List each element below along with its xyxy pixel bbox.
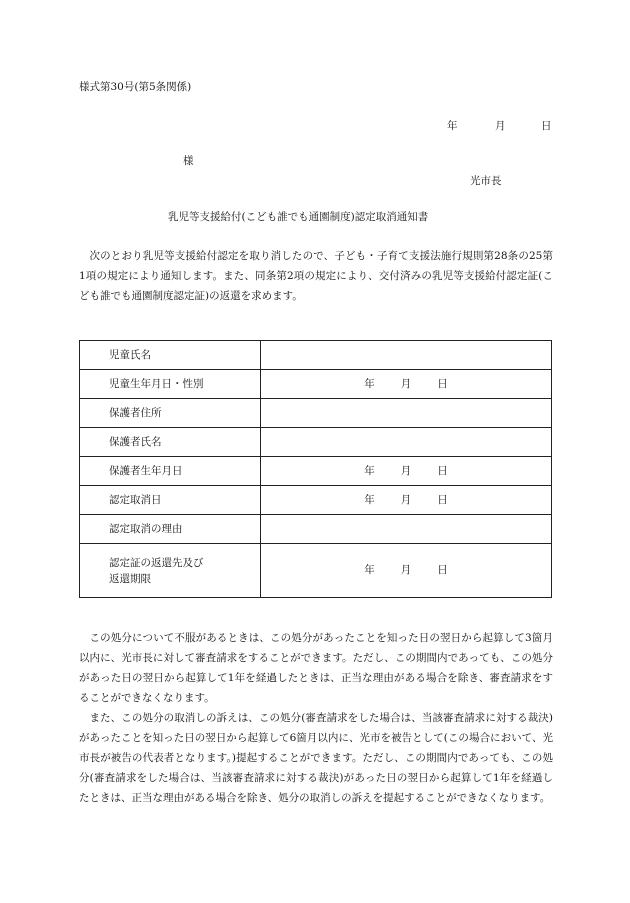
row-value-child-name (261, 341, 552, 370)
label-line: 返還期限 (109, 572, 151, 585)
year-label: 年 (364, 377, 375, 390)
table-row (80, 399, 552, 428)
appeal-notice-paragraph: この処分について不服があるときは、この処分があったことを知った日の翌日から起算して3箇月以内に、光市長に対して審査請求をすることができます。ただし、この期間内であっても、この処分があった日の翌日から起算して1年を経過したときは、正当な理由がある場合を除き、審査請求をすることができなくなります。 (79, 632, 553, 704)
year-label: 年 (364, 564, 375, 577)
row-label-return-destination (80, 544, 261, 598)
month-label: 月 (400, 493, 412, 506)
table-row (80, 457, 552, 486)
year-label: 年 (364, 464, 375, 477)
lawsuit-notice-paragraph: また、この処分の取消しの訴えは、この処分(審査請求をした場合は、当該審査請求に対する裁決)があったことを知った日の翌日から起算して6箇月以内に、光市を被告として(この場合において、光市長が被告の代表者となります。)提起することができます。ただし、この期間内であっても、この処分(審査請求をした場合は、当該審査請求に対する裁決)があった日の翌日から起算して1年を経過したときは、正当な理由がある場合を除き、処分の取消しの訴えを提起することができなくなります。 (79, 712, 553, 804)
month-label: 月 (400, 377, 412, 390)
day-label: 日 (437, 564, 448, 577)
day-label: 日 (437, 493, 448, 506)
table-row (80, 515, 552, 544)
table-row (80, 544, 552, 598)
table-row (80, 428, 552, 457)
row-value-cancellation-date (261, 486, 552, 515)
form-number: 様式第30号(第5条関係) (79, 81, 192, 93)
row-value-child-birthdate (261, 370, 552, 399)
row-label-guardian-birthdate: 保護者生年月日 (80, 457, 261, 486)
row-value-guardian-name (261, 428, 552, 457)
intro-paragraph: 次のとおり乳児等支援給付認定を取り消したので、子ども・子育て支援法施行規則第28条の25第1項の規定により通知します。また、同条第2項の規定により、交付済みの乳児等支援給付認定証(こども誰でも通園制度認定証)の返還を求めます。 (79, 250, 553, 302)
table-row (80, 486, 552, 515)
row-label-child-birthdate-sex: 児童生年月日・性別 (80, 370, 261, 399)
day-label: 日 (437, 377, 448, 390)
year-label: 年 (364, 493, 375, 506)
month-label: 月 (400, 464, 412, 477)
row-label-child-name: 児童氏名 (80, 341, 261, 370)
row-value-return-deadline (261, 544, 552, 598)
row-label-guardian-address: 保護者住所 (80, 399, 261, 428)
month-label: 月 (400, 564, 412, 577)
row-label-cancellation-reason: 認定取消の理由 (80, 515, 261, 544)
date-year-label: 年 (447, 120, 458, 132)
table-row (80, 341, 552, 370)
recipient-suffix: 様 (183, 155, 194, 167)
issuer-name: 光市長 (470, 175, 502, 187)
row-label-guardian-name: 保護者氏名 (80, 428, 261, 457)
day-label: 日 (437, 464, 448, 477)
row-value-cancellation-reason (261, 515, 552, 544)
date-day-label: 日 (541, 120, 552, 132)
row-value-guardian-birthdate (261, 457, 552, 486)
row-label-cancellation-date: 認定取消日 (80, 486, 261, 515)
row-value-guardian-address (261, 399, 552, 428)
document-title: 乳児等支援給付(こども誰でも通園制度)認定取消通知書 (168, 211, 429, 223)
date-month-label: 月 (495, 120, 506, 132)
label-line: 認定証の返還先及び (109, 556, 204, 569)
info-table (79, 340, 552, 598)
table-row (80, 370, 552, 399)
